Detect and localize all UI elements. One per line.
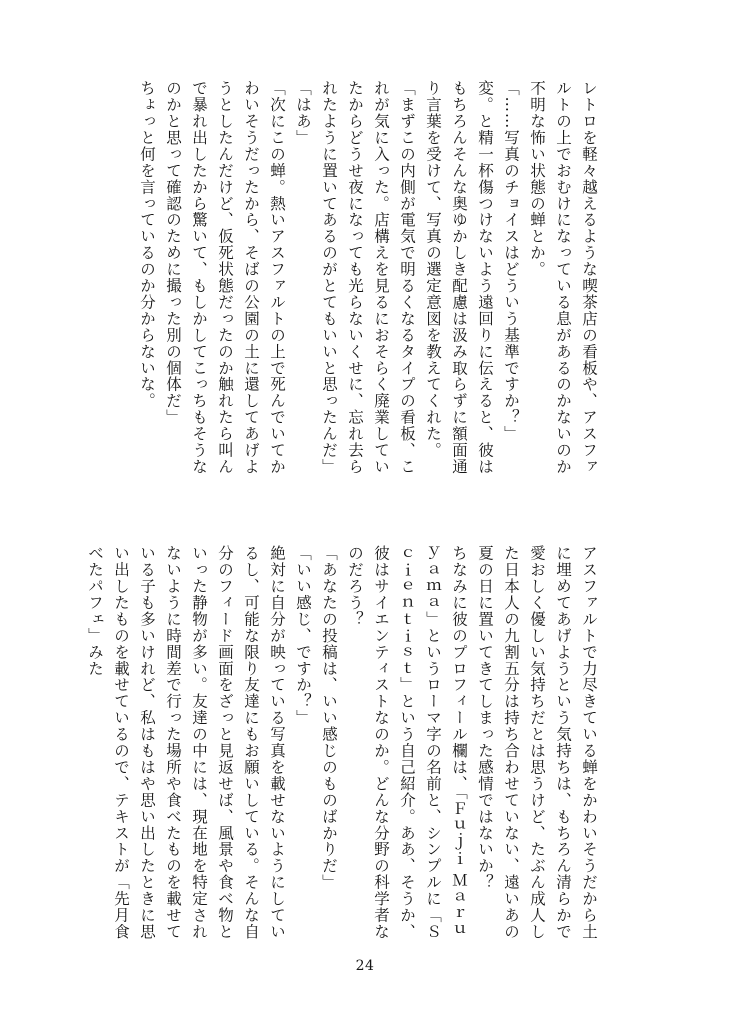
dialogue-paragraph: 「いい感じ、ですか？」 <box>294 545 312 726</box>
text-block-bottom <box>86 545 602 945</box>
paragraph: ちなみに彼のプロフィール欄は、「Ｆｕｊｉ Ｍａｒｕｙａｍａ」というローマ字の名前と、シンプルに「Ｓｃｉｅｎｔｉｓｔ」という自己紹介。ああ、そうか、彼はサイエンティストなのか。どんな分野の科学者なのだろう？ <box>346 545 468 940</box>
paragraph: 変。と精一杯傷つけないよう遠回りに伝えると、彼はもちろんそんな奥ゆかしき配慮は汲み取らずに額面通り言葉を受けて、写真の選定意図を教えてくれた。 <box>424 80 494 475</box>
paragraph: アスファルトで力尽きている蝉をかわいそうだから土に埋めてあげようという気持ちは、もちろん清らかで愛おしく優しい気持ちだとは思うけど、たぶん成人した日本人の九割五分は持ち合わせていない、遠いあの夏の日に置いてきてしまった感情ではないか？ <box>476 545 598 940</box>
dialogue-paragraph: 「まずこの内側が電気で明るくなるタイプの看板、これが気に入った。店構えを見るにおそらく廃業していたからどうせ夜になっても光らないくせに、忘れ去られたように置いてあるのがとてもいいと思ったんだ」 <box>320 80 416 475</box>
paragraph: ちょっと何を言っているのか分からないな。 <box>138 80 156 409</box>
dialogue-paragraph: 「あなたの投稿は、いい感じのものばかりだ」 <box>320 545 338 891</box>
text-block-top <box>127 80 602 480</box>
dialogue-paragraph: 「……写真のチョイスはどういう基準ですか？」 <box>502 80 520 442</box>
paragraph: 絶対に自分が映っている写真を載せないようにしているし、可能な限り友達にもお願いしている。そんな自分のフィード画面をざっと見返せば、風景や食べ物といった静物が多い。友達の中には、現在地を特定されないように時間差で行った場所や食べたものを載せている子も多いけれど、私はもはや思い出したときに思い出したものを載せているので、テキストが「先月食べたパフェ」みた <box>86 545 286 940</box>
dialogue-paragraph: 「はあ」 <box>294 80 312 146</box>
paragraph: レトロを軽々越えるような喫茶店の看板や、アスファルトの上でおむけになっている息があるのかないのか不明な怖い状態の蝉とか。 <box>528 80 598 475</box>
dialogue-paragraph: 「次にこの蝉。熱いアスファルトの上で死んでいてかわいそうだったから、そばの公園の土に還してあげようとしたんだけど、仮死状態だったのか触れたら叫んで暴れ出したから驚いて、もしかしてこっちもそうなのかと思って確認のために撮った別の個体だ」 <box>164 80 286 475</box>
page-number: 24 <box>355 958 375 974</box>
